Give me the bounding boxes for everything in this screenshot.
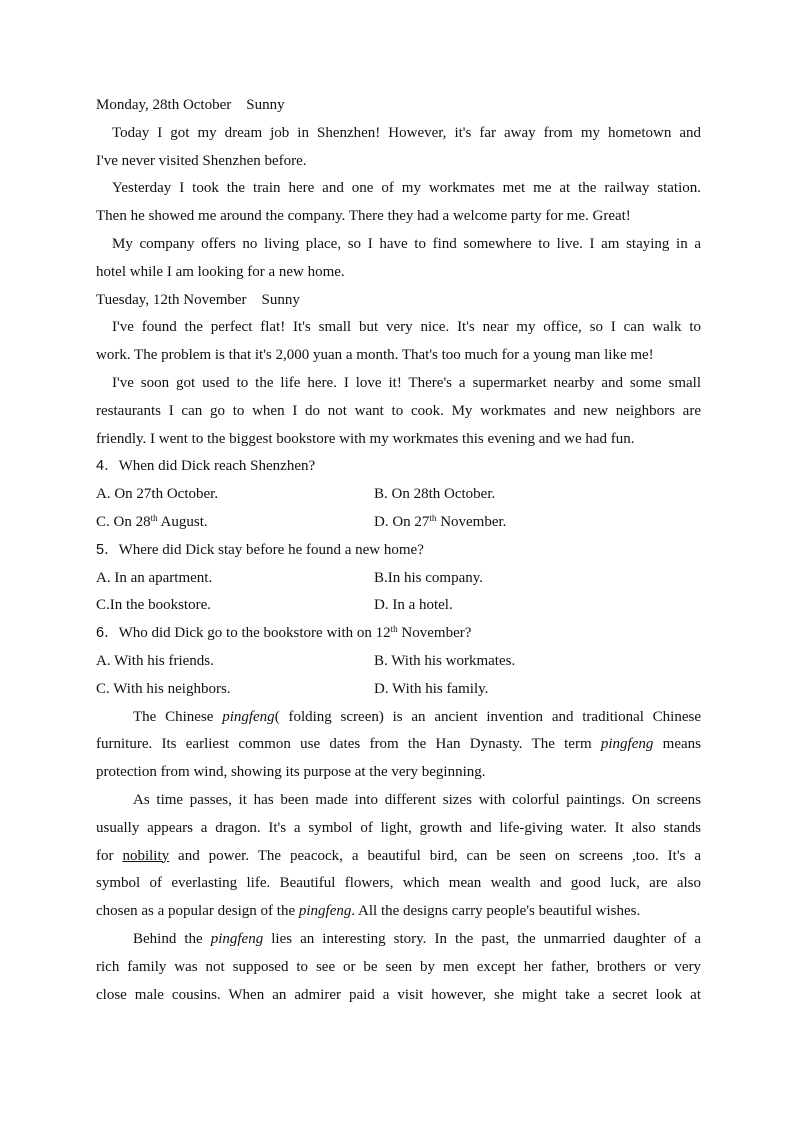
option-b[interactable]: B. With his workmates. xyxy=(374,652,516,669)
question-5 xyxy=(96,537,701,565)
question-text: When did Dick reach Shenzhen? xyxy=(118,458,316,475)
question-number: 5． xyxy=(96,541,119,558)
entry1-p3-line2: hotel while I am looking for a new home. xyxy=(96,263,345,280)
passage-p3-line1: Behind the pingfeng lies an interesting story. In the past, the unmarried daughter of a xyxy=(133,930,701,947)
options-row xyxy=(96,481,701,509)
entry1-p2-line1: Yesterday I took the train here and one of my workmates met me at the railway station. xyxy=(112,180,701,197)
entry1-p1-line1: Today I got my dream job in Shenzhen! However, it's far away from my hometown and xyxy=(112,124,701,141)
option-c[interactable]: C.In the bookstore. xyxy=(96,597,211,614)
passage-p1-line1: The Chinese pingfeng( folding screen) is an ancient invention and traditional Chinese xyxy=(133,708,701,725)
entry2-p1-line1: I've found the perfect flat! It's small but very nice. It's near my office, so I can walk to xyxy=(112,319,701,336)
entry2-p2-line1: I've soon got used to the life here. I love it! There's a supermarket nearby and some small xyxy=(112,374,701,391)
question-number: 6． xyxy=(96,625,119,642)
passage-p2-line4: symbol of everlasting life. Beautiful flowers, which mean wealth and good luck, are also xyxy=(96,875,701,892)
option-d[interactable]: D. In a hotel. xyxy=(374,597,453,614)
option-b[interactable]: B. On 28th October. xyxy=(374,486,496,503)
option-c[interactable]: C. With his neighbors. xyxy=(96,680,231,697)
question-number: 4． xyxy=(96,458,119,475)
option-a[interactable]: A. With his friends. xyxy=(96,652,214,669)
entry2-p1-line2: work. The problem is that it's 2,000 yuan a month. That's too much for a young man like me! xyxy=(96,347,654,364)
entry1-p2-line2: Then he showed me around the company. There they had a welcome party for me. Great! xyxy=(96,208,631,225)
options-row xyxy=(96,592,701,620)
option-b[interactable]: B.In his company. xyxy=(374,569,484,586)
option-c[interactable]: C. On 28th August. xyxy=(96,512,208,530)
entry2-heading: Tuesday, 12th November Sunny xyxy=(96,291,300,308)
question-text: Where did Dick stay before he found a new home? xyxy=(118,541,424,558)
passage-p3-line3: close male cousins. When an admirer paid a visit however, she might take a secret look at xyxy=(96,986,701,1003)
passage-p3-line2: rich family was not supposed to see or be seen by men except her father, brothers or very xyxy=(96,958,701,975)
entry1-p1-line2: I've never visited Shenzhen before. xyxy=(96,152,307,169)
options-row xyxy=(96,509,701,537)
entry1-p3-line1: My company offers no living place, so I have to find somewhere to live. I am staying in a xyxy=(112,235,701,252)
options-row xyxy=(96,648,701,676)
entry2-p2-line2: restaurants I can go to when I do not want to cook. My workmates and new neighbors are xyxy=(96,402,701,419)
passage-p2-line3: for nobility and power. The peacock, a beautiful bird, can be seen on screens ,too. It's a xyxy=(96,847,701,864)
option-a[interactable]: A. On 27th October. xyxy=(96,486,219,503)
entry1-heading: Monday, 28th October Sunny xyxy=(96,97,285,113)
question-text: Who did Dick go to the bookstore with on 12th November? xyxy=(118,624,472,642)
option-a[interactable]: A. In an apartment. xyxy=(96,569,213,586)
underlined-word: nobility xyxy=(122,847,170,864)
option-d[interactable]: D. On 27th November. xyxy=(374,512,507,530)
passage-p2-line2: usually appears a dragon. It's a symbol of light, growth and life-giving water. It also stands xyxy=(96,819,701,836)
option-d[interactable]: D. With his family. xyxy=(374,680,489,697)
options-row xyxy=(96,676,701,704)
entry2-p2-line3: friendly. I went to the biggest bookstore with my workmates this evening and we had fun. xyxy=(96,430,635,447)
question-4 xyxy=(96,453,701,481)
passage-p1-line2: furniture. Its earliest common use dates from the Han Dynasty. The term pingfeng means xyxy=(96,736,701,753)
question-6 xyxy=(96,620,701,648)
document-page xyxy=(96,92,701,1009)
options-row xyxy=(96,565,701,593)
passage-p2-line1: As time passes, it has been made into different sizes with colorful paintings. On screens xyxy=(133,791,701,808)
passage-p1-line3: protection from wind, showing its purpose at the very beginning. xyxy=(96,764,486,781)
passage-p2-line5: chosen as a popular design of the pingfeng. All the designs carry people's beautiful wishes. xyxy=(96,903,641,920)
